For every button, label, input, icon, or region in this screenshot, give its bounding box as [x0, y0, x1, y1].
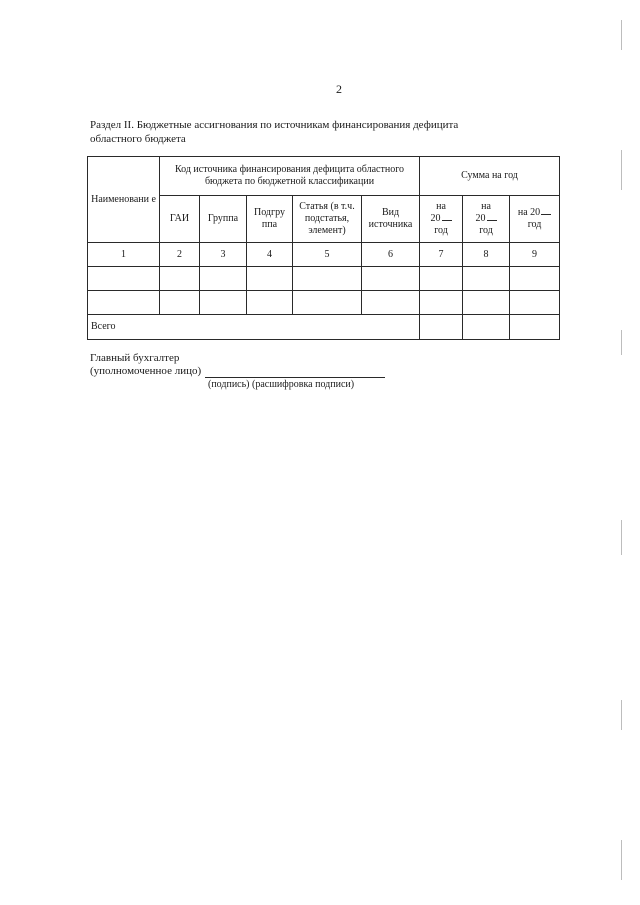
- table-row: [88, 267, 560, 291]
- column-number: 8: [463, 243, 510, 267]
- table-cell: [463, 291, 510, 315]
- budget-table: [87, 156, 560, 340]
- total-row: [88, 315, 560, 340]
- year-1-line: 20: [422, 213, 460, 225]
- table-cell: [420, 291, 463, 315]
- table-cell: [293, 291, 362, 315]
- signature-title: Главный бухгалтер: [90, 352, 180, 364]
- table-cell: [88, 291, 160, 315]
- source-type-header: Вид источника: [362, 196, 420, 243]
- column-number: 9: [510, 243, 560, 267]
- table-row: [88, 291, 560, 315]
- column-number: 2: [160, 243, 200, 267]
- column-number: 1: [88, 243, 160, 267]
- column-number: 4: [247, 243, 293, 267]
- total-cell: [510, 315, 560, 340]
- table-cell: [247, 291, 293, 315]
- total-cell: [420, 315, 463, 340]
- table-cell: [463, 267, 510, 291]
- page-number: 2: [336, 82, 342, 96]
- table-cell: [510, 291, 560, 315]
- table-cell: [293, 267, 362, 291]
- signature-role-line: [90, 365, 385, 378]
- table-cell: [88, 267, 160, 291]
- table-cell: [362, 291, 420, 315]
- table-cell: [247, 267, 293, 291]
- column-number: 7: [420, 243, 463, 267]
- year-2-header: [463, 196, 510, 243]
- signature-caption: (подпись) (расшифровка подписи): [208, 379, 355, 390]
- signature-block: [90, 352, 385, 378]
- gai-header: ГАИ: [160, 196, 200, 243]
- year-1-prefix: на: [436, 201, 446, 212]
- year-2-prefix: на: [481, 201, 491, 212]
- sum-column-header: Сумма на год: [420, 157, 560, 196]
- column-number: 6: [362, 243, 420, 267]
- signature-line: [205, 377, 385, 378]
- column-number-row: [88, 243, 560, 267]
- table-cell: [510, 267, 560, 291]
- section-title-line-2: областного бюджета: [90, 133, 186, 145]
- total-label: Всего: [88, 315, 420, 340]
- year-1-header: [420, 196, 463, 243]
- table-cell: [420, 267, 463, 291]
- section-title: [90, 118, 490, 146]
- table-cell: [200, 267, 247, 291]
- section-title-line-1: Раздел II. Бюджетные ассигнования по источникам финансирования дефицита: [90, 119, 459, 131]
- table-cell: [160, 267, 200, 291]
- scan-edge-marks: [618, 0, 626, 905]
- column-number: 3: [200, 243, 247, 267]
- group-header: Группа: [200, 196, 247, 243]
- table-cell: [160, 291, 200, 315]
- year-3-suffix: год: [527, 219, 542, 230]
- table-cell: [200, 291, 247, 315]
- signature-role: (уполномоченное лицо): [90, 365, 202, 377]
- total-cell: [463, 315, 510, 340]
- article-header: Статья (в т.ч. подстатья, элемент): [293, 196, 362, 243]
- year-3-header: [510, 196, 560, 243]
- code-column-header: Код источника финансирования дефицита областного бюджета по бюджетной классификации: [160, 157, 420, 196]
- year-2-line: 20: [465, 213, 507, 225]
- table-cell: [362, 267, 420, 291]
- year-1-suffix: год: [434, 225, 448, 236]
- year-2-suffix: год: [479, 225, 493, 236]
- year-3-line: на 20: [512, 207, 557, 219]
- name-column-header: Наименовани е: [88, 157, 160, 243]
- subgroup-header: Подгру ппа: [247, 196, 293, 243]
- column-number: 5: [293, 243, 362, 267]
